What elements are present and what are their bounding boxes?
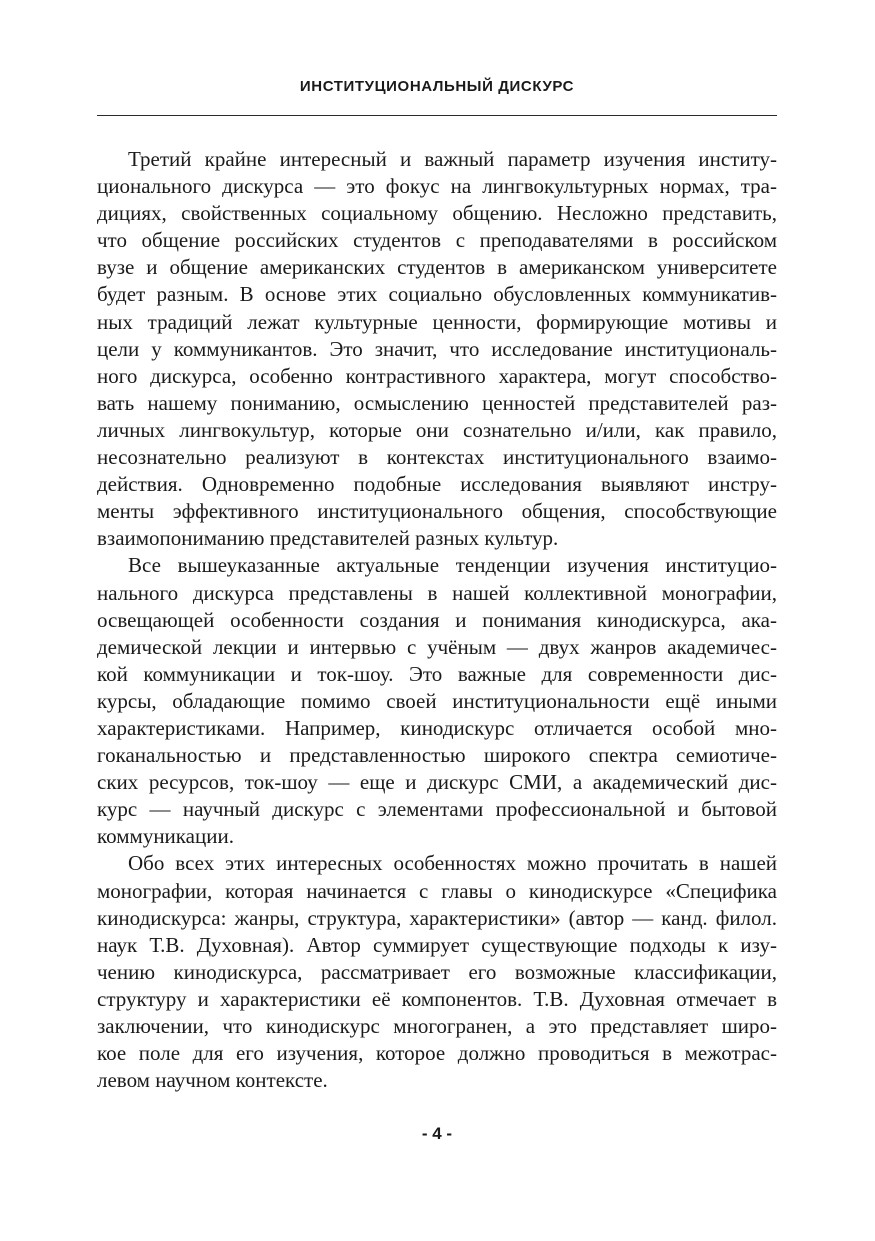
text-line: наук Т.В. Духовная). Автор суммирует существующие подходы к изу- xyxy=(97,932,777,957)
text-line: демической лекции и интервью с учёным — двух жанров академичес- xyxy=(97,634,777,659)
text-line: ных традиций лежат культурные ценности, формирующие мотивы и xyxy=(97,309,777,334)
text-line: Все вышеуказанные актуальные тенденции изучения институцио- xyxy=(128,553,777,578)
text-line: левом научном контексте. xyxy=(97,1068,328,1093)
text-line: взаимопониманию представителей разных культур. xyxy=(97,526,559,551)
text-line: вузе и общение американских студентов в американском университете xyxy=(97,255,777,280)
text-line: вать нашему пониманию, осмыслению ценностей представителей раз- xyxy=(97,390,777,415)
text-line: будет разным. В основе этих социально обусловленных коммуникатив- xyxy=(97,282,777,307)
paragraph-container xyxy=(97,146,777,1094)
running-header: ИНСТИТУЦИОНАЛЬНЫЙ ДИСКУРС xyxy=(299,78,575,95)
body-text xyxy=(97,146,777,1094)
text-line: курс — научный дискурс с элементами профессиональной и бытовой xyxy=(97,797,777,822)
text-line: менты эффективного институционального общения, способствующие xyxy=(97,499,777,524)
text-line: гоканальностью и представленностью широкого спектра семиотиче- xyxy=(97,743,777,768)
text-line: действия. Одновременно подобные исследования выявляют инстру- xyxy=(97,472,777,497)
text-line: заключении, что кинодискурс многогранен, а это представляет широ- xyxy=(97,1014,777,1038)
text-line: курсы, обладающие помимо своей институциональности ещё иными xyxy=(97,688,777,713)
text-line: ного дискурса, особенно контрастивного характера, могут способство- xyxy=(97,363,777,388)
text-line: освещающей особенности создания и понимания кинодискурса, ака- xyxy=(97,607,777,632)
text-line: цели у коммуникантов. Это значит, что исследование институциональ- xyxy=(97,336,777,361)
text-line: структуру и характеристики её компонентов. Т.В. Духовная отмечает в xyxy=(97,986,777,1011)
text-line: ских ресурсов, ток-шоу — еще и дискурс СМИ, а академический дис- xyxy=(97,770,777,795)
header-rule xyxy=(97,115,777,116)
text-line: характеристиками. Например, кинодискурс отличается особой мно- xyxy=(97,715,777,740)
text-line: несознательно реализуют в контекстах институционального взаимо- xyxy=(97,445,777,470)
page-number: - 4 - xyxy=(421,1124,453,1143)
text-line: дициях, свойственных социальному общению. Несложно представить, xyxy=(97,201,777,226)
text-line: личных лингвокультур, которые они сознательно и/или, как правило, xyxy=(97,417,777,442)
text-line: что общение российских студентов с преподавателями в российском xyxy=(97,228,777,253)
text-line: кинодискурса: жанры, структура, характеристики» (автор — канд. филол. xyxy=(97,905,777,930)
text-line: чению кинодискурса, рассматривает его возможные классификации, xyxy=(97,959,777,984)
text-line: Третий крайне интересный и важный параметр изучения институ- xyxy=(128,147,777,171)
paragraph xyxy=(97,552,777,850)
text-line: нального дискурса представлены в нашей коллективной монографии, xyxy=(97,580,777,605)
text-line: кое поле для его изучения, которое должно проводиться в межотрас- xyxy=(97,1041,777,1066)
text-line: коммуникации. xyxy=(97,824,234,849)
paragraph xyxy=(97,850,777,1094)
text-line: Обо всех этих интересных особенностях можно прочитать в нашей xyxy=(128,851,777,876)
text-line: ционального дискурса — это фокус на лингвокультурных нормах, тра- xyxy=(97,174,777,199)
paragraph xyxy=(97,146,777,552)
text-line: кой коммуникации и ток-шоу. Это важные для современности дис- xyxy=(97,661,777,686)
text-line: монографии, которая начинается с главы о кинодискурсе «Специфика xyxy=(97,878,777,903)
